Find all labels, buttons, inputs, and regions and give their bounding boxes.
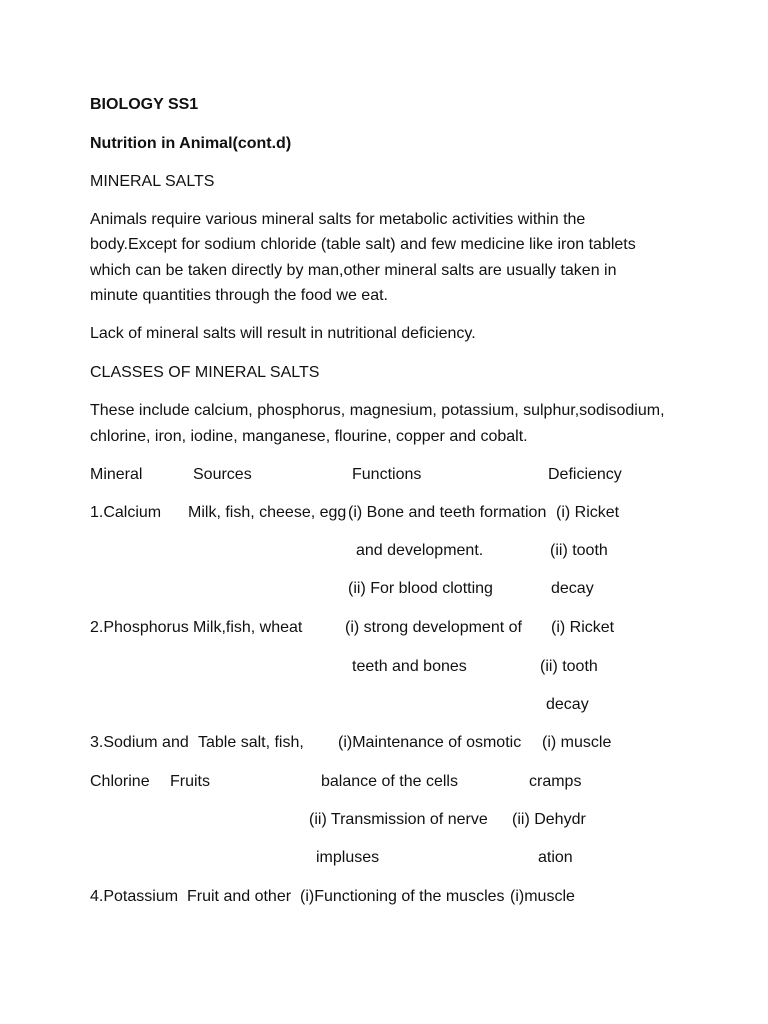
intro-paragraph-line: body.Except for sodium chloride (table salt) and few medicine like iron tablets — [90, 236, 636, 253]
intro-paragraph-line: which can be taken directly by man,other mineral salts are usually taken in — [90, 262, 617, 279]
phosphorus-deficiency: (ii) tooth — [540, 658, 598, 675]
classes-paragraph-line: chlorine, iron, iodine, manganese, flourine, copper and cobalt. — [90, 428, 528, 445]
sodium-chlorine-sources: Fruits — [170, 773, 210, 790]
classes-heading: CLASSES OF MINERAL SALTS — [90, 364, 320, 381]
phosphorus-function: (i) strong development of — [345, 619, 522, 636]
subject-title: BIOLOGY SS1 — [90, 96, 199, 113]
sodium-chlorine-mineral: Chlorine — [90, 773, 150, 790]
calcium-deficiency: decay — [551, 580, 594, 597]
sodium-chlorine-function: impluses — [316, 849, 380, 866]
classes-paragraph-line: These include calcium, phosphorus, magnesium, potassium, sulphur,sodisodium, — [90, 402, 665, 419]
phosphorus-deficiency: (i) Ricket — [551, 619, 615, 636]
sodium-chlorine-deficiency: ation — [538, 849, 573, 866]
calcium-function: (i) Bone and teeth formation — [348, 504, 547, 521]
sodium-chlorine-function: balance of the cells — [321, 773, 458, 790]
sodium-chlorine-deficiency: (ii) Dehydr — [512, 811, 586, 828]
mineral-salts-heading: MINERAL SALTS — [90, 173, 215, 190]
sodium-chlorine-function: (i)Maintenance of osmotic — [338, 734, 522, 751]
topic-title: Nutrition in Animal(cont.d) — [90, 135, 292, 152]
calcium-mineral: 1.Calcium — [90, 504, 162, 521]
phosphorus-deficiency: decay — [546, 696, 589, 713]
sodium-chlorine-function: (ii) Transmission of nerve — [309, 811, 488, 828]
phosphorus-sources: Milk,fish, wheat — [193, 619, 303, 636]
calcium-deficiency: (ii) tooth — [550, 542, 608, 559]
sodium-chlorine-deficiency: cramps — [529, 773, 582, 790]
sodium-chlorine-mineral: 3.Sodium and — [90, 734, 189, 751]
potassium-deficiency: (i)muscle — [510, 888, 575, 905]
potassium-sources: Fruit and other — [187, 888, 292, 905]
header-sources: Sources — [193, 466, 252, 483]
calcium-deficiency: (i) Ricket — [556, 504, 620, 521]
sodium-chlorine-deficiency: (i) muscle — [542, 734, 612, 751]
phosphorus-function: teeth and bones — [352, 658, 467, 675]
intro-paragraph-line: Animals require various mineral salts for metabolic activities within the — [90, 211, 586, 228]
potassium-mineral: 4.Potassium — [90, 888, 179, 905]
calcium-function: (ii) For blood clotting — [348, 580, 493, 597]
header-deficiency: Deficiency — [548, 466, 622, 483]
header-mineral: Mineral — [90, 466, 143, 483]
deficiency-note: Lack of mineral salts will result in nutritional deficiency. — [90, 325, 476, 342]
calcium-function: and development. — [356, 542, 484, 559]
sodium-chlorine-sources: Table salt, fish, — [198, 734, 304, 751]
phosphorus-mineral: 2.Phosphorus — [90, 619, 189, 636]
potassium-function: (i)Functioning of the muscles — [300, 888, 505, 905]
intro-paragraph-line: minute quantities through the food we eat. — [90, 287, 388, 304]
calcium-sources: Milk, fish, cheese, egg — [188, 504, 347, 521]
header-functions: Functions — [352, 466, 422, 483]
